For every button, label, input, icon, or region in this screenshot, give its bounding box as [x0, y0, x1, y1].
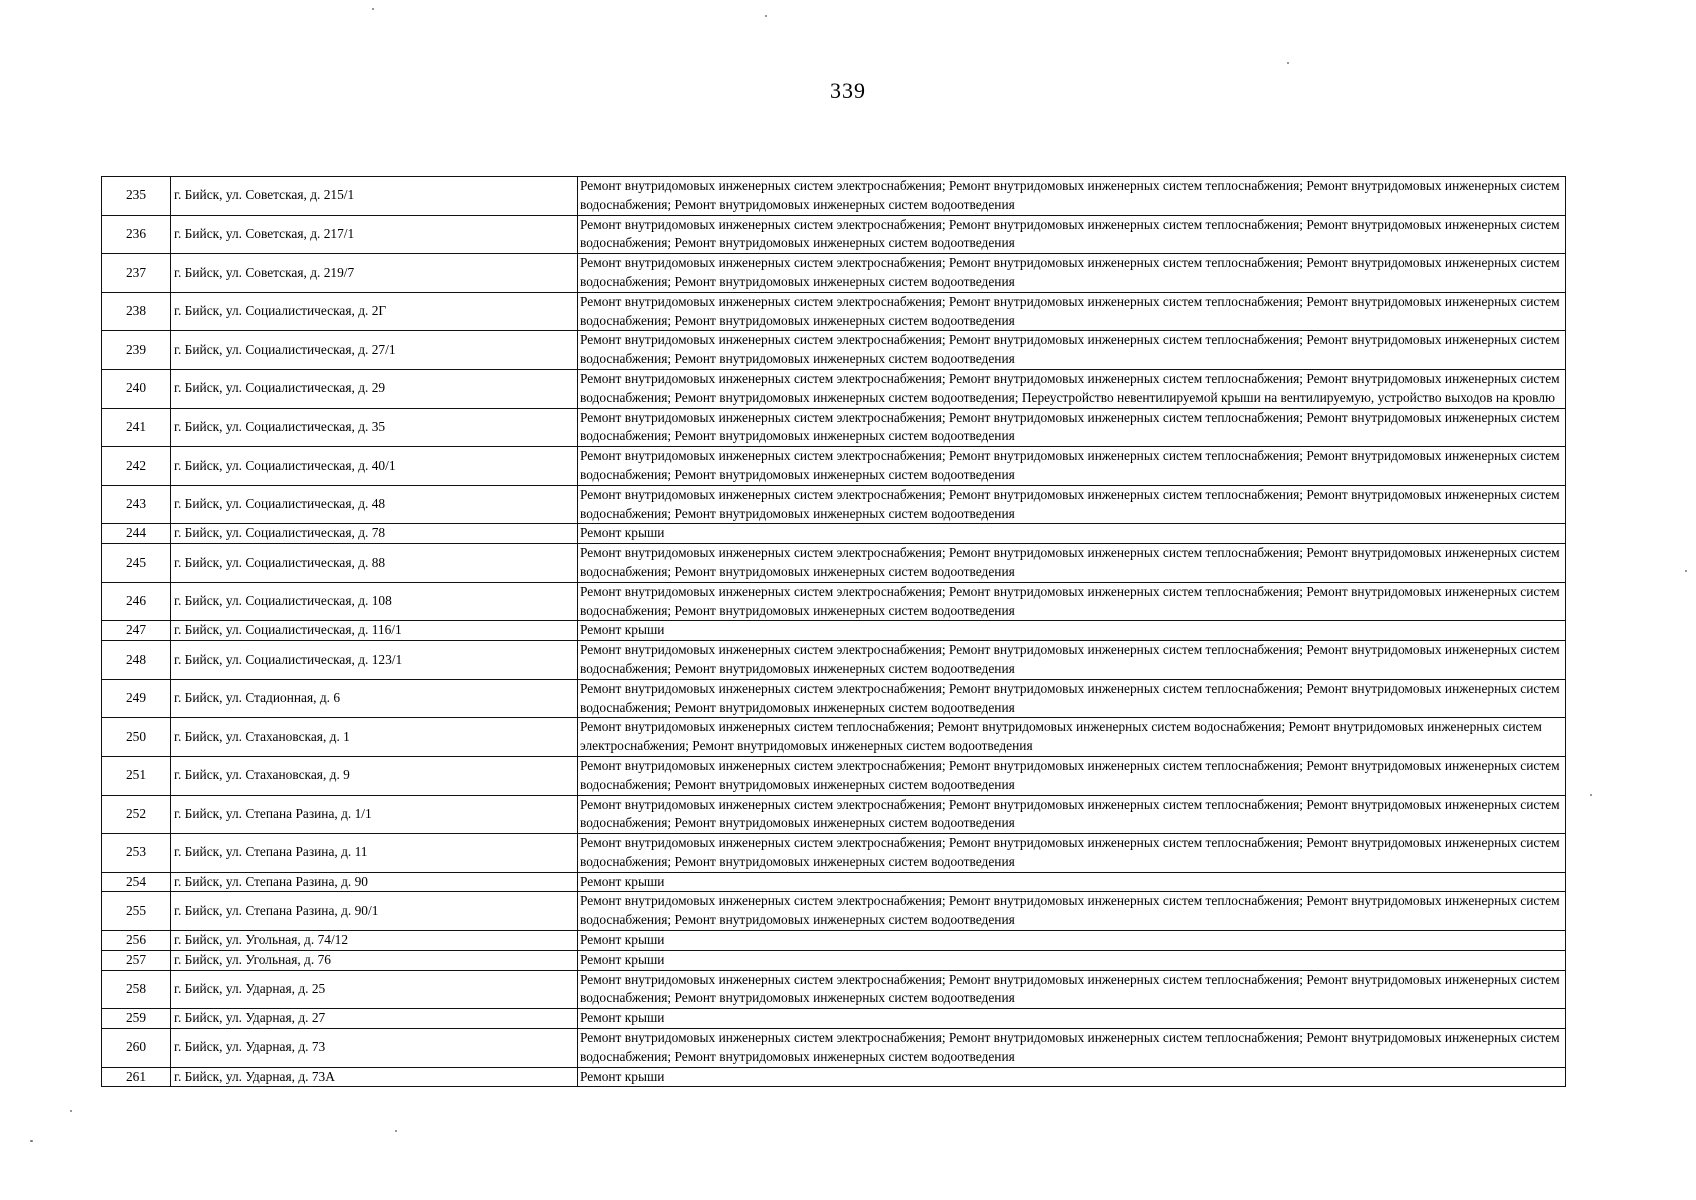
table-body	[102, 177, 1566, 1087]
row-address: г. Бийск, ул. Советская, д. 217/1	[171, 215, 578, 254]
row-address: г. Бийск, ул. Социалистическая, д. 29	[171, 369, 578, 408]
table-row	[102, 756, 1566, 795]
row-number: 252	[102, 795, 171, 834]
row-number: 250	[102, 718, 171, 757]
row-work-type: Ремонт внутридомовых инженерных систем электроснабжения; Ремонт внутридомовых инженерных систем теплоснабжения; Ремонт внутридомовых инженерных систем водоснабжения; Ремонт внутридомовых инженерных систем водоотведения	[578, 544, 1566, 583]
scan-speck	[1590, 794, 1592, 796]
page-number: 339	[830, 78, 866, 103]
scan-speck	[1685, 570, 1687, 572]
table-row	[102, 621, 1566, 641]
row-work-type: Ремонт внутридомовых инженерных систем электроснабжения; Ремонт внутридомовых инженерных систем теплоснабжения; Ремонт внутридомовых инженерных систем водоснабжения; Ремонт внутридомовых инженерных систем водоотведения; Переустройство невентилируемой крыши на вентилируемую, устройство выходов на кровлю	[578, 369, 1566, 408]
row-address: г. Бийск, ул. Угольная, д. 74/12	[171, 931, 578, 951]
row-number: 257	[102, 950, 171, 970]
row-number: 237	[102, 254, 171, 293]
table-row	[102, 970, 1566, 1009]
row-work-type: Ремонт внутридомовых инженерных систем электроснабжения; Ремонт внутридомовых инженерных систем теплоснабжения; Ремонт внутридомовых инженерных систем водоснабжения; Ремонт внутридомовых инженерных систем водоотведения	[578, 331, 1566, 370]
table-row	[102, 641, 1566, 680]
table-row	[102, 718, 1566, 757]
row-address: г. Бийск, ул. Социалистическая, д. 116/1	[171, 621, 578, 641]
row-number: 240	[102, 369, 171, 408]
row-work-type: Ремонт внутридомовых инженерных систем электроснабжения; Ремонт внутридомовых инженерных систем теплоснабжения; Ремонт внутридомовых инженерных систем водоснабжения; Ремонт внутридомовых инженерных систем водоотведения	[578, 892, 1566, 931]
row-number: 235	[102, 177, 171, 216]
row-address: г. Бийск, ул. Социалистическая, д. 40/1	[171, 447, 578, 486]
row-number: 242	[102, 447, 171, 486]
row-work-type: Ремонт крыши	[578, 1009, 1566, 1029]
table-row	[102, 485, 1566, 524]
row-address: г. Бийск, ул. Угольная, д. 76	[171, 950, 578, 970]
row-address: г. Бийск, ул. Степана Разина, д. 1/1	[171, 795, 578, 834]
row-number: 253	[102, 834, 171, 873]
row-work-type: Ремонт внутридомовых инженерных систем электроснабжения; Ремонт внутридомовых инженерных систем теплоснабжения; Ремонт внутридомовых инженерных систем водоснабжения; Ремонт внутридомовых инженерных систем водоотведения	[578, 756, 1566, 795]
table-row	[102, 331, 1566, 370]
row-work-type: Ремонт внутридомовых инженерных систем электроснабжения; Ремонт внутридомовых инженерных систем теплоснабжения; Ремонт внутридомовых инженерных систем водоснабжения; Ремонт внутридомовых инженерных систем водоотведения	[578, 795, 1566, 834]
row-work-type: Ремонт внутридомовых инженерных систем теплоснабжения; Ремонт внутридомовых инженерных систем водоснабжения; Ремонт внутридомовых инженерных систем электроснабжения; Ремонт внутридомовых инженерных систем водоотведения	[578, 718, 1566, 757]
row-number: 247	[102, 621, 171, 641]
row-number: 261	[102, 1067, 171, 1087]
scan-speck	[372, 8, 374, 10]
row-address: г. Бийск, ул. Социалистическая, д. 88	[171, 544, 578, 583]
row-address: г. Бийск, ул. Ударная, д. 73А	[171, 1067, 578, 1087]
table-row	[102, 1009, 1566, 1029]
row-work-type: Ремонт крыши	[578, 950, 1566, 970]
row-address: г. Бийск, ул. Социалистическая, д. 108	[171, 582, 578, 621]
table-row	[102, 582, 1566, 621]
row-number: 239	[102, 331, 171, 370]
table-row	[102, 447, 1566, 486]
row-address: г. Бийск, ул. Стадионная, д. 6	[171, 679, 578, 718]
table-row	[102, 950, 1566, 970]
row-number: 248	[102, 641, 171, 680]
row-address: г. Бийск, ул. Степана Разина, д. 11	[171, 834, 578, 873]
table-row	[102, 679, 1566, 718]
table-row	[102, 795, 1566, 834]
row-number: 246	[102, 582, 171, 621]
row-number: 254	[102, 872, 171, 892]
table-row	[102, 1067, 1566, 1087]
table-row	[102, 524, 1566, 544]
row-number: 251	[102, 756, 171, 795]
row-number: 249	[102, 679, 171, 718]
table-row	[102, 215, 1566, 254]
row-number: 243	[102, 485, 171, 524]
scan-speck	[70, 1110, 72, 1112]
row-work-type: Ремонт внутридомовых инженерных систем электроснабжения; Ремонт внутридомовых инженерных систем теплоснабжения; Ремонт внутридомовых инженерных систем водоснабжения; Ремонт внутридомовых инженерных систем водоотведения	[578, 679, 1566, 718]
row-address: г. Бийск, ул. Социалистическая, д. 123/1	[171, 641, 578, 680]
scan-speck	[765, 15, 767, 17]
row-address: г. Бийск, ул. Ударная, д. 73	[171, 1029, 578, 1068]
row-work-type: Ремонт крыши	[578, 524, 1566, 544]
row-work-type: Ремонт внутридомовых инженерных систем электроснабжения; Ремонт внутридомовых инженерных систем теплоснабжения; Ремонт внутридомовых инженерных систем водоснабжения; Ремонт внутридомовых инженерных систем водоотведения	[578, 970, 1566, 1009]
row-work-type: Ремонт внутридомовых инженерных систем электроснабжения; Ремонт внутридомовых инженерных систем теплоснабжения; Ремонт внутридомовых инженерных систем водоснабжения; Ремонт внутридомовых инженерных систем водоотведения	[578, 582, 1566, 621]
table-row	[102, 1029, 1566, 1068]
row-number: 245	[102, 544, 171, 583]
table-row	[102, 254, 1566, 293]
row-number: 244	[102, 524, 171, 544]
repair-registry-table	[101, 176, 1566, 1087]
row-work-type: Ремонт внутридомовых инженерных систем электроснабжения; Ремонт внутридомовых инженерных систем теплоснабжения; Ремонт внутридомовых инженерных систем водоснабжения; Ремонт внутридомовых инженерных систем водоотведения	[578, 834, 1566, 873]
row-address: г. Бийск, ул. Социалистическая, д. 2Г	[171, 292, 578, 331]
table-row	[102, 892, 1566, 931]
row-work-type: Ремонт внутридомовых инженерных систем электроснабжения; Ремонт внутридомовых инженерных систем теплоснабжения; Ремонт внутридомовых инженерных систем водоснабжения; Ремонт внутридомовых инженерных систем водоотведения	[578, 254, 1566, 293]
row-address: г. Бийск, ул. Стахановская, д. 9	[171, 756, 578, 795]
row-number: 236	[102, 215, 171, 254]
row-number: 260	[102, 1029, 171, 1068]
table-row	[102, 408, 1566, 447]
row-work-type: Ремонт крыши	[578, 931, 1566, 951]
row-address: г. Бийск, ул. Социалистическая, д. 48	[171, 485, 578, 524]
row-address: г. Бийск, ул. Советская, д. 215/1	[171, 177, 578, 216]
table-row	[102, 177, 1566, 216]
row-work-type: Ремонт внутридомовых инженерных систем электроснабжения; Ремонт внутридомовых инженерных систем теплоснабжения; Ремонт внутридомовых инженерных систем водоснабжения; Ремонт внутридомовых инженерных систем водоотведения	[578, 292, 1566, 331]
row-work-type: Ремонт внутридомовых инженерных систем электроснабжения; Ремонт внутридомовых инженерных систем теплоснабжения; Ремонт внутридомовых инженерных систем водоснабжения; Ремонт внутридомовых инженерных систем водоотведения	[578, 215, 1566, 254]
table-row	[102, 369, 1566, 408]
row-number: 256	[102, 931, 171, 951]
row-work-type: Ремонт внутридомовых инженерных систем электроснабжения; Ремонт внутридомовых инженерных систем теплоснабжения; Ремонт внутридомовых инженерных систем водоснабжения; Ремонт внутридомовых инженерных систем водоотведения	[578, 177, 1566, 216]
row-address: г. Бийск, ул. Социалистическая, д. 78	[171, 524, 578, 544]
row-work-type: Ремонт крыши	[578, 872, 1566, 892]
table-row	[102, 931, 1566, 951]
row-work-type: Ремонт крыши	[578, 621, 1566, 641]
row-work-type: Ремонт внутридомовых инженерных систем электроснабжения; Ремонт внутридомовых инженерных систем теплоснабжения; Ремонт внутридомовых инженерных систем водоснабжения; Ремонт внутридомовых инженерных систем водоотведения	[578, 1029, 1566, 1068]
row-work-type: Ремонт внутридомовых инженерных систем электроснабжения; Ремонт внутридомовых инженерных систем теплоснабжения; Ремонт внутридомовых инженерных систем водоснабжения; Ремонт внутридомовых инженерных систем водоотведения	[578, 447, 1566, 486]
table-row	[102, 544, 1566, 583]
table-row	[102, 292, 1566, 331]
row-address: г. Бийск, ул. Ударная, д. 25	[171, 970, 578, 1009]
row-work-type: Ремонт внутридомовых инженерных систем электроснабжения; Ремонт внутридомовых инженерных систем теплоснабжения; Ремонт внутридомовых инженерных систем водоснабжения; Ремонт внутридомовых инженерных систем водоотведения	[578, 408, 1566, 447]
row-address: г. Бийск, ул. Степана Разина, д. 90/1	[171, 892, 578, 931]
row-number: 238	[102, 292, 171, 331]
row-work-type: Ремонт внутридомовых инженерных систем электроснабжения; Ремонт внутридомовых инженерных систем теплоснабжения; Ремонт внутридомовых инженерных систем водоснабжения; Ремонт внутридомовых инженерных систем водоотведения	[578, 641, 1566, 680]
scan-speck	[30, 1140, 33, 1142]
row-address: г. Бийск, ул. Степана Разина, д. 90	[171, 872, 578, 892]
scan-speck	[395, 1130, 397, 1132]
row-address: г. Бийск, ул. Социалистическая, д. 27/1	[171, 331, 578, 370]
row-address: г. Бийск, ул. Ударная, д. 27	[171, 1009, 578, 1029]
scan-speck	[1287, 62, 1289, 64]
row-address: г. Бийск, ул. Советская, д. 219/7	[171, 254, 578, 293]
row-address: г. Бийск, ул. Стахановская, д. 1	[171, 718, 578, 757]
row-address: г. Бийск, ул. Социалистическая, д. 35	[171, 408, 578, 447]
row-number: 241	[102, 408, 171, 447]
table-row	[102, 872, 1566, 892]
row-number: 258	[102, 970, 171, 1009]
table-row	[102, 834, 1566, 873]
row-number: 259	[102, 1009, 171, 1029]
row-work-type: Ремонт крыши	[578, 1067, 1566, 1087]
row-work-type: Ремонт внутридомовых инженерных систем электроснабжения; Ремонт внутридомовых инженерных систем теплоснабжения; Ремонт внутридомовых инженерных систем водоснабжения; Ремонт внутридомовых инженерных систем водоотведения	[578, 485, 1566, 524]
row-number: 255	[102, 892, 171, 931]
